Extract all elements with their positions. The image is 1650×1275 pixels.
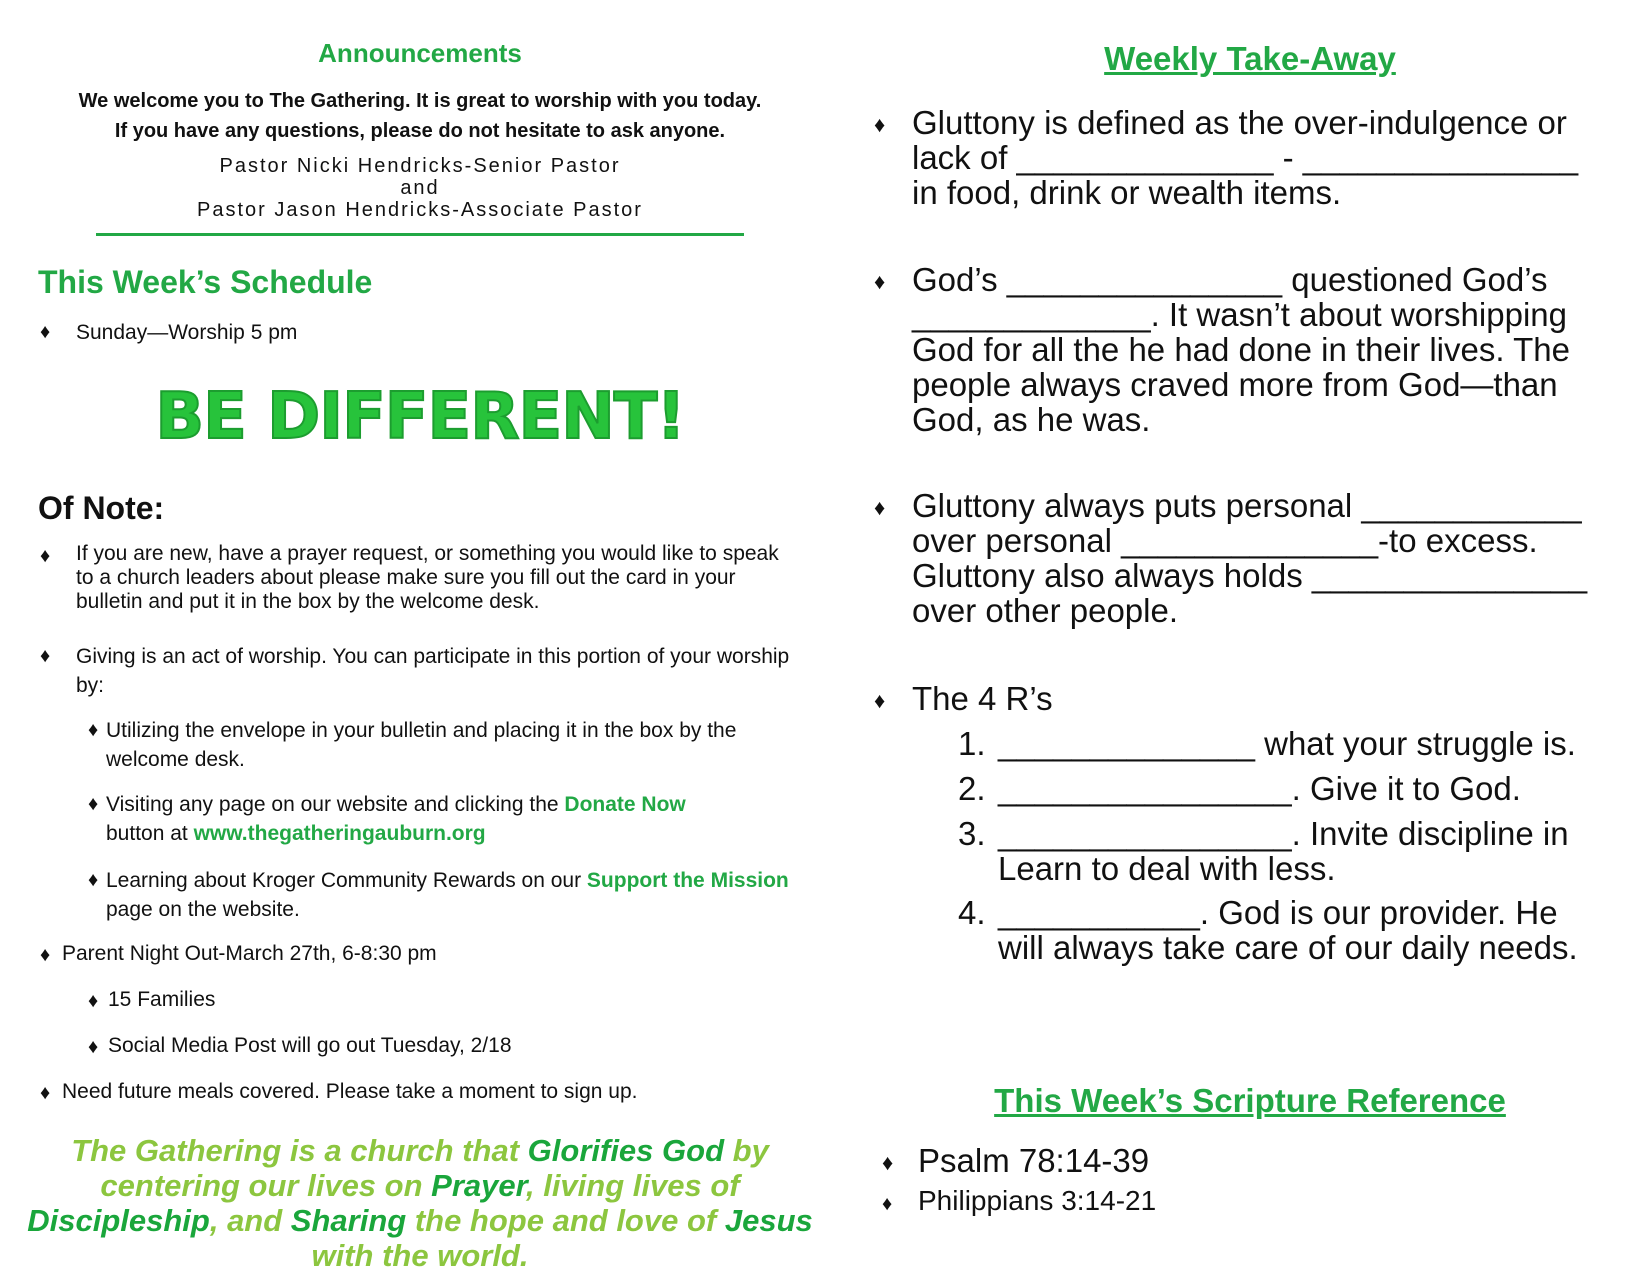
takeaway-line: _____________. It wasn’t about worshipping	[912, 296, 1567, 333]
list-number: 4.	[958, 894, 986, 931]
mission-text-6: with the world.	[311, 1238, 529, 1273]
mission-text-2: by centering our lives on	[100, 1133, 769, 1203]
weekly-takeaway-title: Weekly Take-Away	[1104, 40, 1396, 77]
diamond-bullet-icon: ♦	[88, 719, 99, 741]
takeaway-line: ___________. God is our provider. He	[998, 894, 1558, 931]
be-different-banner: BE DIFFERENT!	[155, 380, 685, 454]
note-giving: Giving is an act of worship. You can participate in this portion of your worship by:	[76, 645, 790, 697]
scripture-item: Philippians 3:14-21	[918, 1185, 1157, 1216]
diamond-bullet-icon: ♦	[40, 545, 51, 567]
giving-kroger	[106, 866, 796, 924]
takeaway-line: will always take care of our daily needs.	[998, 929, 1578, 966]
takeaway-line: God’s _______________ questioned God’s	[912, 261, 1548, 298]
list-number: 3.	[958, 815, 986, 852]
four-rs-item-3	[998, 816, 1569, 886]
giving-website	[106, 790, 796, 848]
list-number: 1.	[958, 725, 986, 762]
support-mission-link[interactable]: Support the Mission	[586, 869, 789, 892]
note-meals: Need future meals covered. Please take a moment to sign up.	[62, 1080, 638, 1103]
diamond-bullet-icon: ♦	[40, 1082, 51, 1104]
four-rs-title: The 4 R’s	[912, 680, 1053, 717]
diamond-bullet-icon: ♦	[874, 495, 886, 520]
note-parent-night: Parent Night Out-March 27th, 6-8:30 pm	[62, 942, 437, 965]
mission-jesus: Jesus	[724, 1203, 813, 1238]
mission-text-1: The Gathering is a church that	[71, 1133, 528, 1168]
announcements-title: Announcements	[318, 38, 522, 68]
welcome-message	[20, 86, 820, 146]
pastor-senior: Pastor Nicki Hendricks-Senior Pastor	[219, 155, 621, 177]
schedule-title: This Week’s Schedule	[38, 264, 373, 300]
diamond-bullet-icon: ♦	[874, 688, 886, 713]
takeaway-line: lack of ______________ - _______________	[912, 139, 1579, 176]
mission-text-3: , living lives of	[525, 1168, 740, 1203]
diamond-bullet-icon: ♦	[882, 1150, 894, 1175]
four-rs-item-2: ________________. Give it to God.	[998, 770, 1521, 807]
mission-statement	[20, 1133, 820, 1273]
diamond-bullet-icon: ♦	[88, 1036, 99, 1058]
takeaway-line: Gluttony is defined as the over-indulgence or	[912, 104, 1567, 141]
diamond-bullet-icon: ♦	[88, 990, 99, 1012]
takeaway-line: over personal ______________-to excess.	[912, 522, 1538, 559]
diamond-bullet-icon: ♦	[874, 269, 886, 294]
parent-night-families: 15 Families	[108, 988, 216, 1011]
donate-now-link[interactable]: Donate Now	[564, 793, 686, 816]
mission-glorifies: Glorifies God	[527, 1133, 725, 1168]
takeaway-line: Gluttony always puts personal ____________	[912, 487, 1582, 524]
diamond-bullet-icon: ♦	[874, 112, 886, 137]
takeaway-line: in food, drink or wealth items.	[912, 174, 1342, 211]
takeaway-line: God for all the he had done in their lives. The	[912, 331, 1570, 368]
takeaway-line: people always craved more from God—than	[912, 366, 1558, 403]
takeaway-line: ________________. Invite discipline in	[998, 815, 1569, 852]
mission-prayer: Prayer	[431, 1168, 526, 1203]
takeaway-line: Gluttony also always holds _______________	[912, 557, 1588, 594]
takeaway-line: Learn to deal with less.	[998, 850, 1336, 887]
announcements-divider	[96, 233, 744, 236]
note-new-visitors: If you are new, have a prayer request, or something you would like to speak to a church leaders about please make sure you fill out the card in your bulletin and put it in the box by the welcome desk.	[76, 542, 779, 613]
parent-night-social: Social Media Post will go out Tuesday, 2/18	[108, 1034, 512, 1057]
diamond-bullet-icon: ♦	[88, 869, 99, 891]
diamond-bullet-icon: ♦	[40, 321, 51, 343]
website-link[interactable]: www.thegatheringauburn.org	[193, 822, 486, 845]
list-number: 2.	[958, 770, 986, 807]
four-rs-item-1: ______________ what your struggle is.	[998, 725, 1576, 762]
schedule-item: Sunday—Worship 5 pm	[76, 321, 298, 344]
scripture-item: Psalm 78:14-39	[918, 1142, 1150, 1179]
mission-text-5: the hope and love of	[406, 1203, 725, 1238]
diamond-bullet-icon: ♦	[40, 645, 51, 667]
giving-kroger-end: page on the website.	[106, 898, 300, 921]
of-note-title: Of Note:	[38, 490, 165, 526]
mission-discipleship: Discipleship	[27, 1203, 210, 1238]
diamond-bullet-icon: ♦	[88, 793, 99, 815]
welcome-line-2: If you have any questions, please do not hesitate to ask anyone.	[114, 120, 726, 142]
diamond-bullet-icon: ♦	[882, 1193, 893, 1215]
takeaway-line: over other people.	[912, 592, 1179, 629]
takeaway-gods-people	[912, 262, 1570, 437]
pastor-list	[0, 155, 840, 221]
pastor-associate: Pastor Jason Hendricks-Associate Pastor	[197, 199, 643, 221]
scripture-title: This Week’s Scripture Reference	[994, 1082, 1506, 1119]
giving-kroger-text: Learning about Kroger Community Rewards on our	[106, 869, 587, 892]
mission-sharing: Sharing	[290, 1203, 407, 1238]
mission-text-4: , and	[209, 1203, 291, 1238]
welcome-line-1: We welcome you to The Gathering. It is great to worship with you today.	[78, 90, 762, 112]
takeaway-gluttony-definition	[912, 105, 1578, 210]
diamond-bullet-icon: ♦	[40, 944, 51, 966]
takeaway-gluttony-personal	[912, 488, 1587, 628]
giving-envelope: Utilizing the envelope in your bulletin and placing it in the box by the welcome desk.	[106, 719, 737, 771]
takeaway-line: God, as he was.	[912, 401, 1151, 438]
four-rs-item-4	[998, 895, 1578, 965]
giving-website-text: Visiting any page on our website and clicking the	[106, 793, 565, 816]
giving-button-at: button at	[106, 822, 194, 845]
pastor-and: and	[400, 177, 440, 199]
